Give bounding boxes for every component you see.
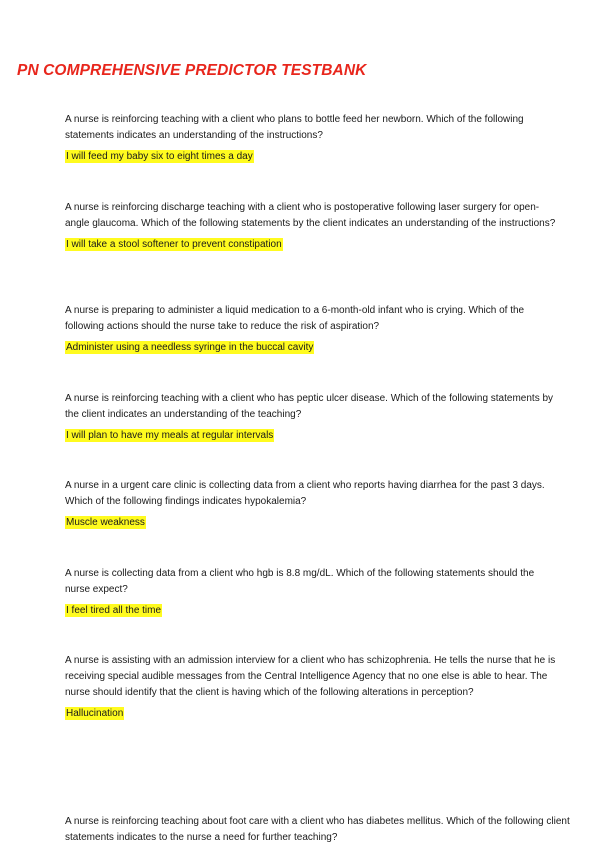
question-text: A nurse is preparing to administer a liquid medication to a 6-month-old infant who is crying. Which of the following actions should the nurse take to reduce the risk of aspiration? — [65, 305, 525, 332]
document-title: PN COMPREHENSIVE PREDICTOR TESTBANK — [17, 62, 367, 79]
question-block — [65, 814, 590, 846]
question-block — [65, 391, 560, 443]
highlighted-answer: I will plan to have my meals at regular intervals — [66, 430, 274, 441]
question-text: A nurse in a urgent care clinic is collecting data from a client who reports having diarrhea for the past 3 days. Which of the following findings indicates hypokalemia? — [65, 480, 545, 507]
question-text: A nurse is reinforcing discharge teaching with a client who is postoperative following laser surgery for open-angle glaucoma. Which of the following statements by the client indicates an understanding of the instructions? — [65, 202, 556, 229]
question-text: A nurse is collecting data from a client who hgb is 8.8 mg/dL. Which of the following statements should the nurse expect? — [65, 568, 535, 595]
question-text: A nurse is reinforcing teaching with a client who plans to bottle feed her newborn. Which of the following statements indicates an understanding of the instructions? — [65, 114, 524, 141]
question-text: A nurse is assisting with an admission interview for a client who has schizophrenia. He tells the nurse that he is receiving special audible messages from the Central Intelligence Agency that no one else is able to hear. The nurse should identify that the client is having which of the following alterations in perception? — [65, 655, 556, 698]
highlighted-answer: Administer using a needless syringe in the buccal cavity — [66, 342, 314, 353]
question-block — [65, 200, 560, 252]
highlighted-answer: I will feed my baby six to eight times a day — [66, 151, 253, 162]
question-block — [65, 478, 560, 530]
question-block — [65, 112, 560, 164]
highlighted-answer: Muscle weakness — [66, 517, 145, 528]
question-block — [65, 303, 560, 355]
question-text: A nurse is reinforcing teaching with a client who has peptic ulcer disease. Which of the following statements by the client indicates an understanding of the teaching? — [65, 393, 554, 420]
question-block — [65, 566, 560, 618]
highlighted-answer: I will take a stool softener to prevent constipation — [66, 239, 282, 250]
question-text: A nurse is reinforcing teaching about foot care with a client who has diabetes mellitus. Which of the following client statements indicates to the nurse a need for further teaching? — [65, 816, 570, 843]
highlighted-answer: I feel tired all the time — [66, 605, 162, 616]
question-block — [65, 653, 560, 721]
highlighted-answer: Hallucination — [66, 708, 124, 719]
